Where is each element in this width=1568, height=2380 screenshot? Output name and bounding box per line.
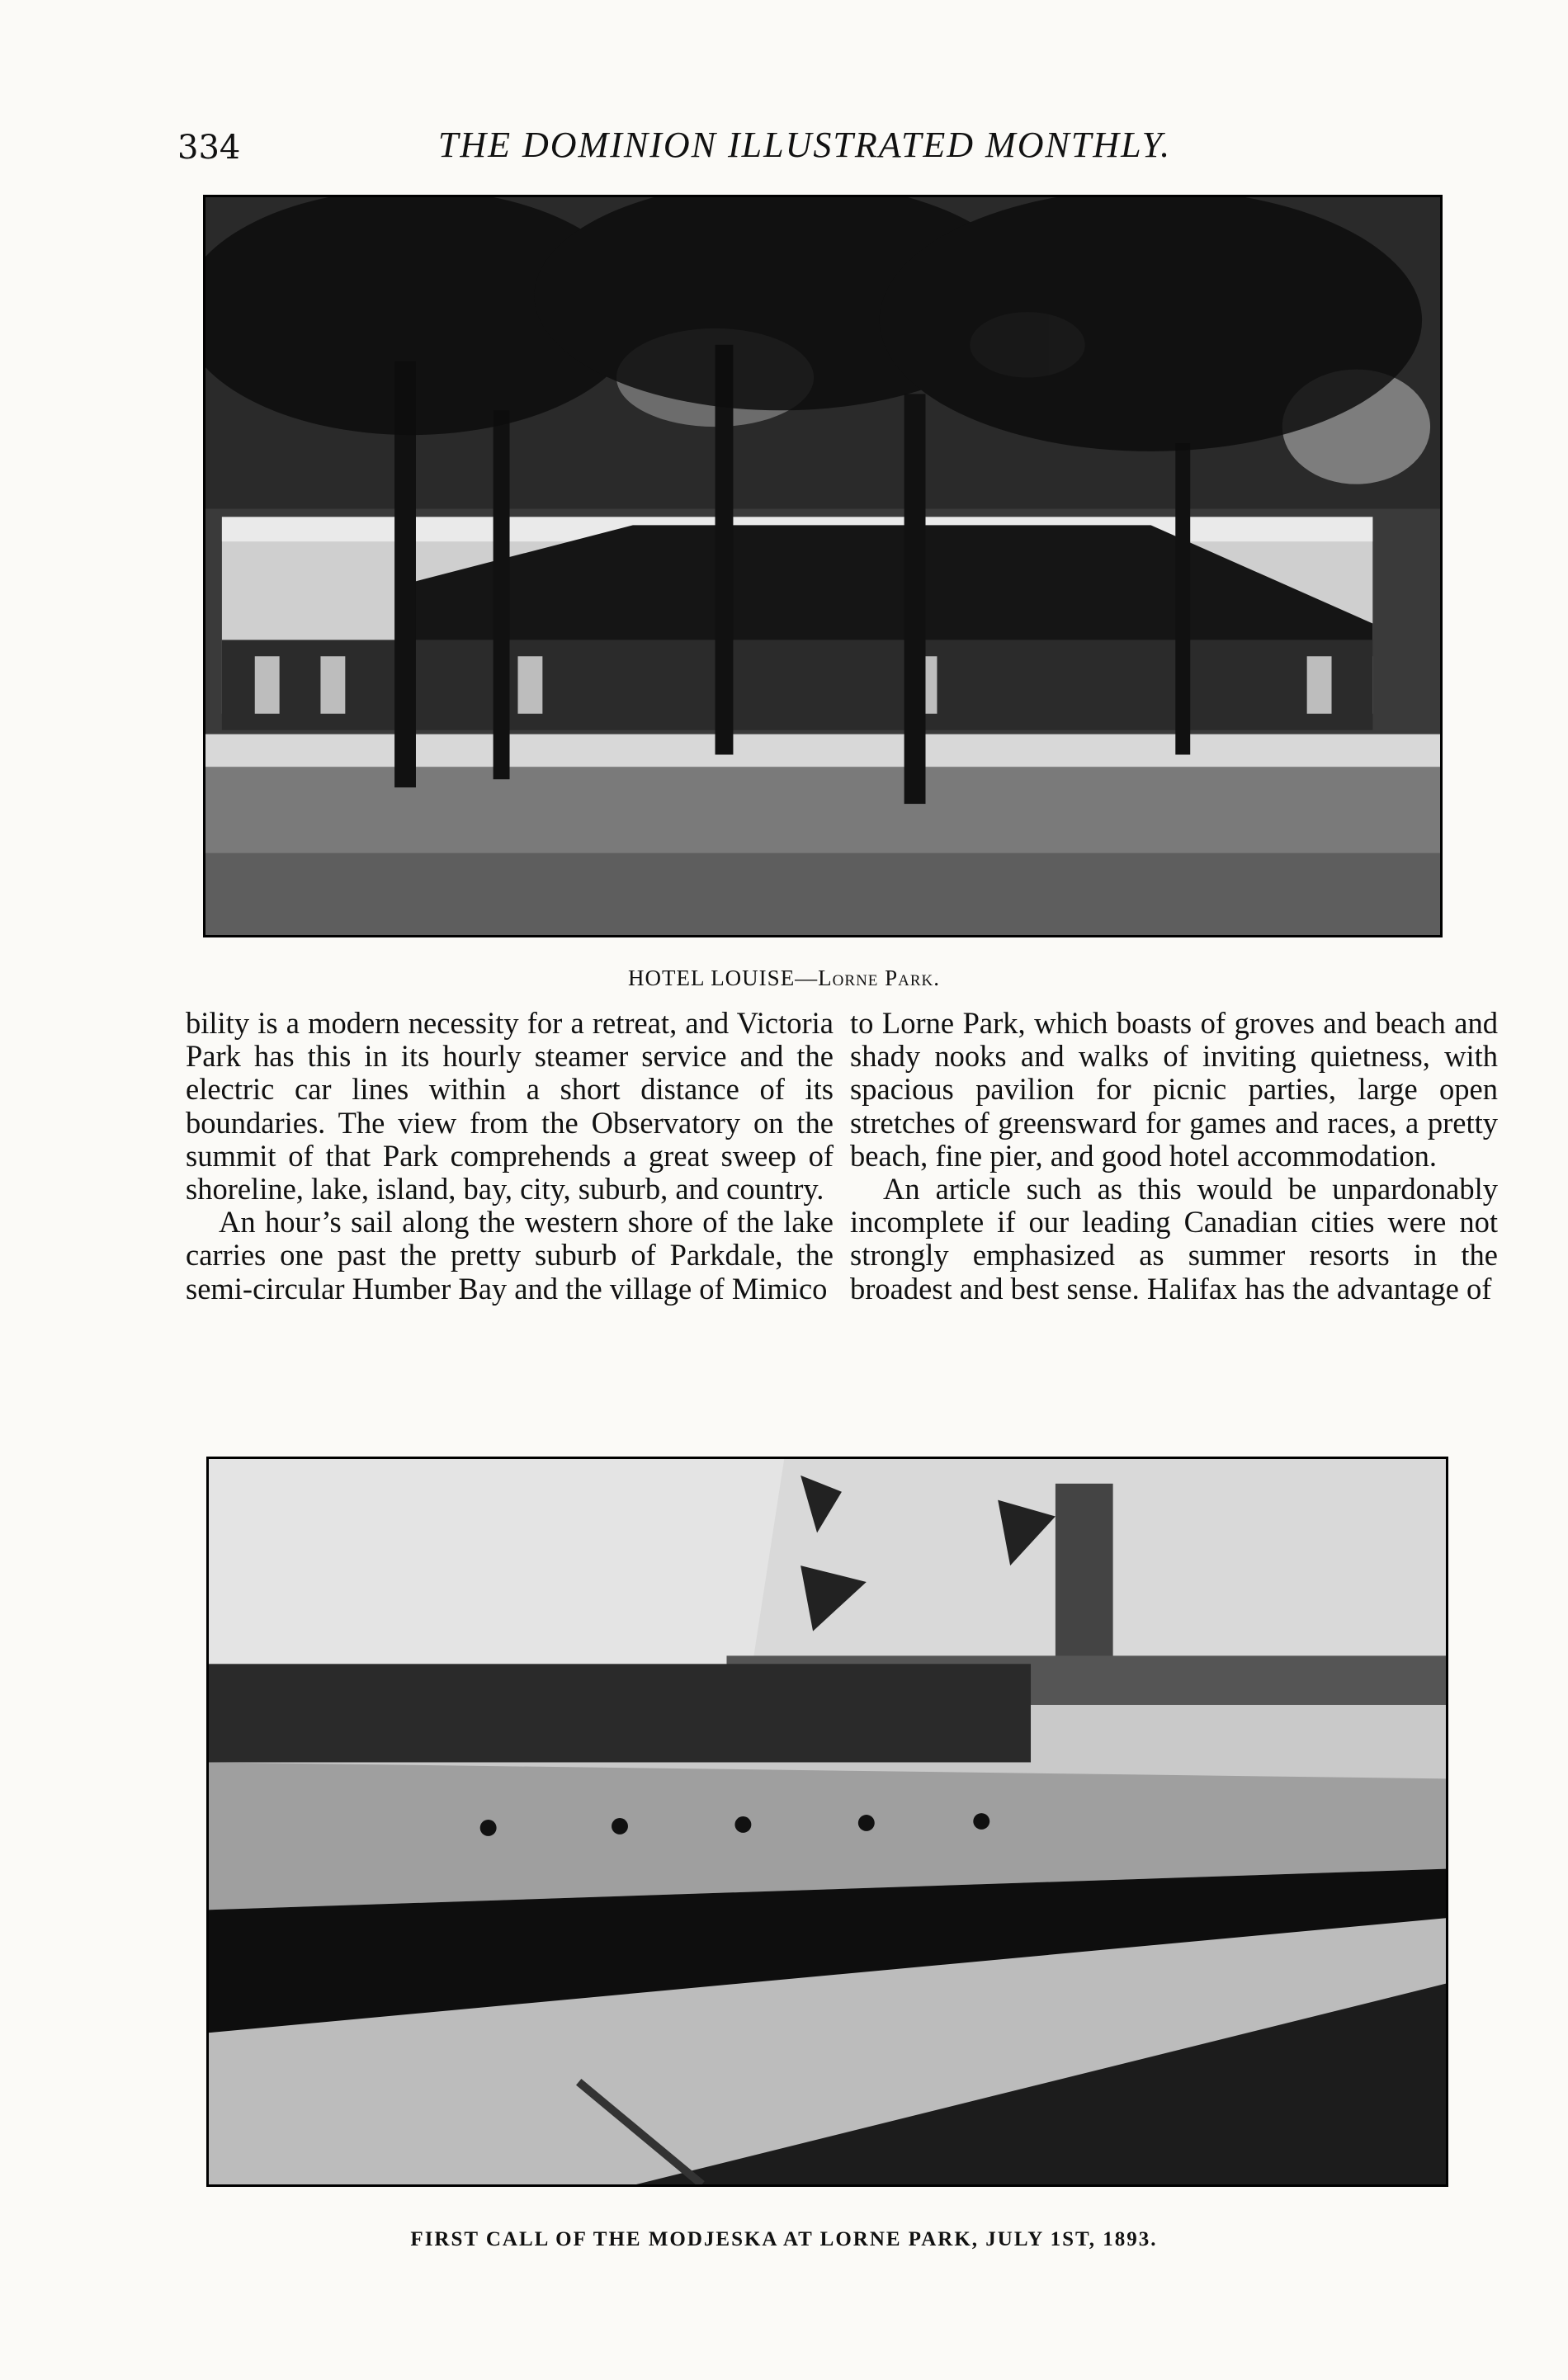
running-title: THE DOMINION ILLUSTRATED MONTHLY. bbox=[437, 125, 1172, 165]
hotel-photo-caption: HOTEL LOUISE—Lorne Park. bbox=[627, 966, 941, 990]
page-number: 334 bbox=[177, 129, 241, 167]
steamer-photo bbox=[206, 1457, 1448, 2187]
page-header bbox=[177, 124, 1432, 173]
hotel-photo bbox=[203, 195, 1443, 937]
paragraph: bility is a modern necessity for a retreat, and Victoria Park has this in its hourly steamer service and the electric car lines within a short distance of its boundaries. The view from the Observatory on the summit of that Park comprehends a great sweep of shoreline, lake, island, bay, city, suburb, and country. bbox=[186, 1006, 834, 1207]
text-column-right bbox=[850, 1007, 1498, 1419]
paragraph: An hour’s sail along the western shore of the lake carries one past the pretty suburb of Parkdale, the semi-circular Humber Bay and the village of Mimico bbox=[186, 1205, 834, 1306]
paragraph: to Lorne Park, which boasts of groves and beach and shady nooks and walks of inviting quietness, with spacious pavilion for picnic parties, large open stretches of greensward for games and races, a pretty beach, fine pier, and good hotel accommodation. bbox=[850, 1006, 1498, 1173]
text-column-left bbox=[186, 1007, 834, 1419]
hotel-photo-illustration bbox=[205, 197, 1440, 935]
steamer-photo-illustration bbox=[209, 1459, 1446, 2184]
paragraph: An article such as this would be unpardonably incomplete if our leading Canadian cities were not strongly emphasized as summer resorts in the broadest and best sense. Halifax has the advantage of bbox=[850, 1172, 1498, 1306]
steamer-photo-caption: FIRST CALL OF THE MODJESKA AT LORNE PARK, JULY 1ST, 1893. bbox=[410, 2228, 1158, 2250]
